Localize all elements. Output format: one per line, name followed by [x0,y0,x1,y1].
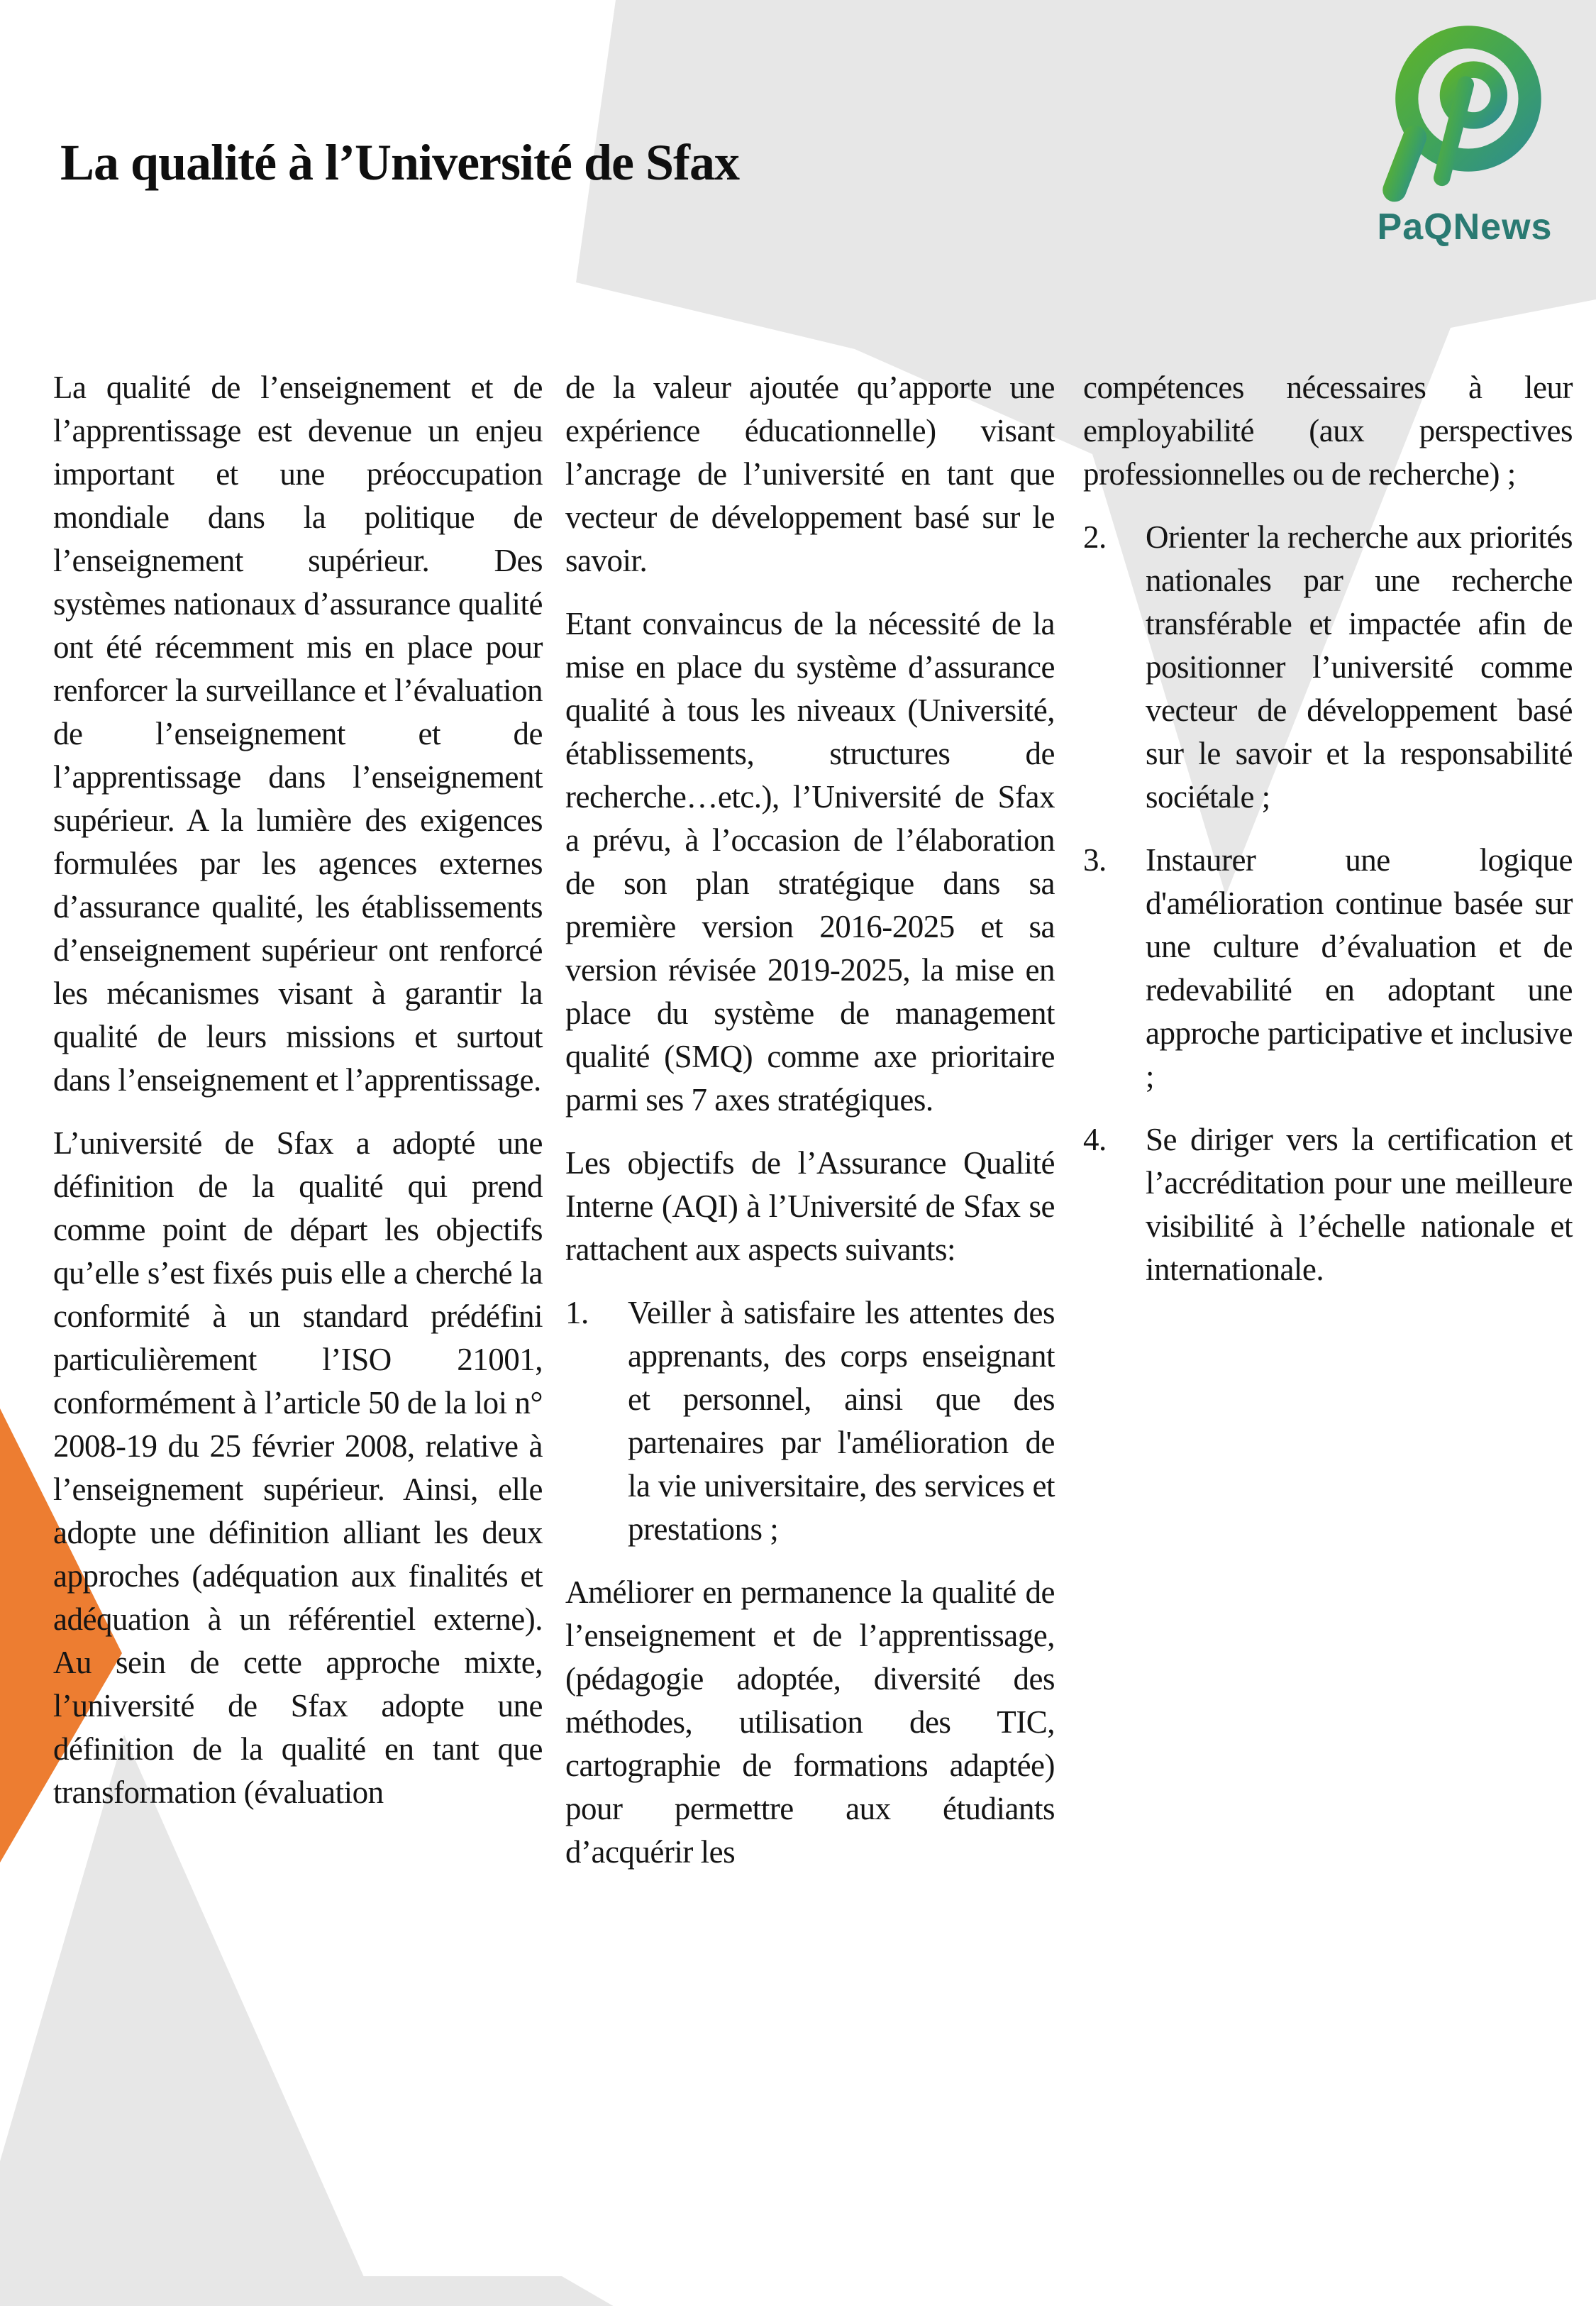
list-item-3 [1083,839,1573,1098]
paragraph: L’université de Sfax a adopté une définition de la qualité qui prend comme point de départ les objectifs qu’elle s’est fixés puis elle a cherché la conformité à un standard prédéfini particulièrement l’ISO 21001, conformément à l’article 50 de la loi n° 2008-19 du 25 février 2008, relative à l’enseignement supérieur. Ainsi, elle adopte une définition alliant les deux approches (adéquation aux finalités et adéquation à un référentiel externe). Au sein de cette approche mixte, l’université de Sfax adopte une définition de la qualité en tant que transformation (évaluation [53,1125,543,1810]
paragraph: de la valeur ajoutée qu’apporte une expérience éducationnelle) visant l’ancrage de l’université en tant que vecteur de développement basé sur le savoir. [565,370,1055,578]
paragraph: compétences nécessaires à leur employabilité (aux perspectives professionnelles ou de recherche) ; [1083,370,1573,492]
paragraph: La qualité de l’enseignement et de l’apprentissage est devenue un enjeu important et une préoccupation mondiale dans la politique de l’enseignement supérieur. Des systèmes nationaux d’assurance qualité ont été récemment mis en place pour renforcer la surveillance et l’évaluation de l’enseignement et de l’apprentissage dans l’enseignement supérieur. A la lumière des exigences formulées par les agences externes d’assurance qualité, les établissements d’enseignement supérieur ont renforcé les mécanismes visant à garantir la qualité de leurs missions et surtout dans l’enseignement et l’apprentissage. [53,370,543,1098]
list-text: Orienter la recherche aux priorités nationales par une recherche transférable et impactée afin de positionner l’université comme vecteur de développement basé sur le savoir et la responsabilité sociétale ; [1146,519,1573,815]
brand-name: PaQNews [1377,206,1553,248]
list-number: 2. [1083,519,1107,555]
list-item-4 [1083,1118,1573,1291]
list-number: 4. [1083,1122,1107,1157]
list-text: Instaurer une logique d'amélioration continue basée sur une culture d’évaluation et de redevabilité en adoptant une approche participative et inclusive ; [1146,842,1573,1094]
text-column-2 [565,366,1055,1894]
paragraph: Les objectifs de l’Assurance Qualité Interne (AQI) à l’Université de Sfax se rattachent aux aspects suivants: [565,1145,1055,1267]
paragraph: Etant convaincus de la nécessité de la mise en place du système d’assurance qualité à tous les niveaux (Université, établissements, structures de recherche…etc.), l’Université de Sfax a prévu, à l’occasion de l’élaboration de son plan stratégique dans sa première version 2016-2025 et sa version révisée 2019-2025, la mise en place du système de management qualité (SMQ) comme axe prioritaire parmi ses 7 axes stratégiques. [565,606,1055,1118]
page-title: La qualité à l’Université de Sfax [60,134,739,192]
list-item-1 [565,1291,1055,1551]
list-number: 3. [1083,842,1107,878]
decor-bottom-band [0,2276,616,2306]
list-text: Veiller à satisfaire les attentes des apprenants, des corps enseignant et personnel, ainsi que des partenaires par l'amélioration de la vie universitaire, des services et prestations ; [628,1295,1055,1547]
paragraph: Améliorer en permanence la qualité de l’enseignement et de l’apprentissage, (pédagogie adoptée, diversité des méthodes, utilisation des TIC, cartographie de formations adaptée) pour permettre aux étudiants d’acquérir les [565,1574,1055,1870]
text-column-1 [53,366,543,1834]
text-column-3 [1083,366,1573,1311]
list-number: 1. [565,1295,589,1330]
logo-tail [1395,137,1414,189]
logo-p-icon [1358,21,1571,206]
list-text: Se diriger vers la certification et l’accréditation pour une meilleure visibilité à l’échelle nationale et internationale. [1146,1122,1573,1287]
list-item-2 [1083,516,1573,819]
